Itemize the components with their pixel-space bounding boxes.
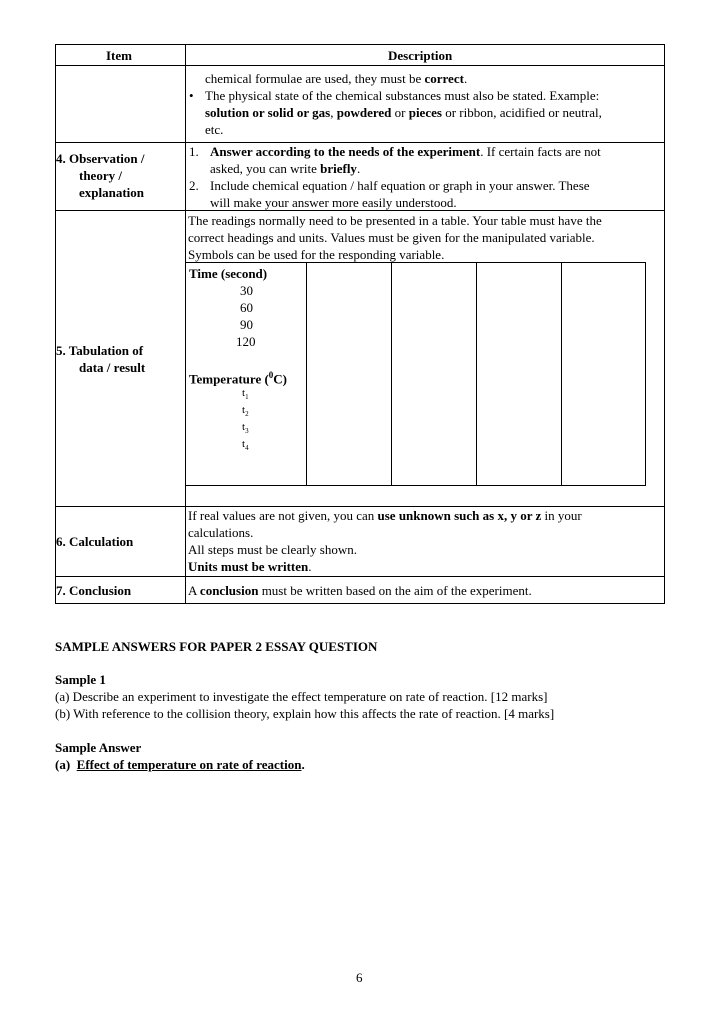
header-description: Description	[388, 48, 453, 63]
row-4-description: 1. Answer according to the needs of the experiment. If certain facts are not asked, you can write briefly. 2. Include chemical equation / half equation or graph in your answer. These will make your answer more easily understood.	[189, 144, 601, 210]
row-4-label: 4. Observation / theory / explanation	[56, 151, 145, 200]
row-6-description: If real values are not given, you can use unknown such as x, y or z in your calculations. All steps must be clearly shown. Units must be written.	[188, 508, 582, 574]
temperature-value: $t_1$	[242, 387, 249, 402]
row-continued-description: chemical formulae are used, they must be correct. • The physical state of the chemical substances must also be stated. Example: solution or solid or gas, powdered or pieces or ribbon, acidified or neutral, etc.	[189, 71, 602, 137]
temperature-value: $t_3$	[242, 421, 249, 436]
sample-1-question-a: (a) Describe an experiment to investigate the effect temperature on rate of reaction. [12 marks]	[55, 689, 548, 704]
row-7-description: A conclusion must be written based on the aim of the experiment.	[188, 583, 532, 598]
bullet-icon: •	[189, 88, 194, 103]
column-divider	[391, 263, 392, 485]
column-divider	[476, 263, 477, 485]
column-divider	[306, 263, 307, 485]
row-divider	[56, 65, 664, 66]
time-value: 30	[240, 283, 253, 298]
column-divider	[561, 263, 562, 485]
temperature-value: $t_4$	[242, 438, 249, 453]
sample-1-title: Sample 1	[55, 672, 106, 687]
time-value: 120	[236, 334, 256, 349]
row-5-label: 5. Tabulation of data / result	[56, 343, 146, 375]
page-number: 6	[356, 970, 363, 985]
temperature-heading: Temperature ($^0$C)	[189, 370, 288, 387]
sample-answer-title: Sample Answer	[55, 740, 142, 755]
time-value: 60	[240, 300, 253, 315]
time-value: 90	[240, 317, 253, 332]
row-5-description: The readings normally need to be presented in a table. Your table must have the correct headings and units. Values must be given for the manipulated variable. Symbols can be used for the responding variable.	[188, 213, 602, 262]
row-7-label: 7. Conclusion	[56, 583, 132, 598]
header-item: Item	[106, 48, 132, 63]
sample-1-question-b: (b) With reference to the collision theory, explain how this affects the rate of reaction. [4 marks]	[55, 706, 555, 721]
sample-data-table	[185, 262, 646, 486]
row-divider	[56, 576, 664, 577]
row-6-label: 6. Calculation	[56, 534, 134, 549]
section-title: SAMPLE ANSWERS FOR PAPER 2 ESSAY QUESTION	[55, 639, 378, 654]
temperature-value: $t_2$	[242, 404, 249, 419]
time-heading: Time (second)	[189, 266, 268, 281]
sample-answer-a: (a) Effect of temperature on rate of reaction.	[55, 757, 305, 772]
